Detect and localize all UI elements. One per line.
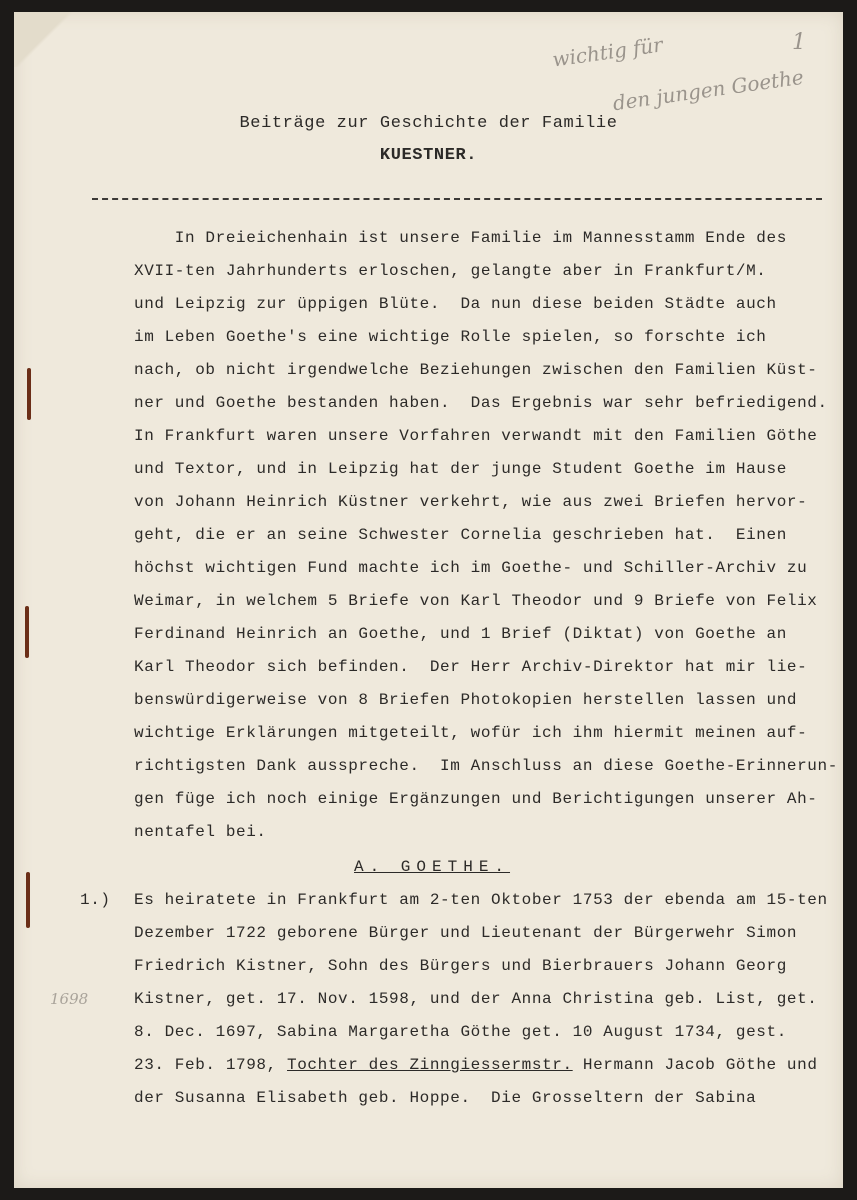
item-line-start: 23. Feb. 1798, [134, 1056, 288, 1074]
paragraph-line: wichtige Erklärungen mitgeteilt, wofür ich ihm hiermit meinen auf- [134, 724, 808, 742]
item-line: Kistner, get. 17. Nov. 1598, und der Anna Christina geb. List, get. [134, 990, 818, 1008]
item-line: Friedrich Kistner, Sohn des Bürgers und Bierbrauers Johann Georg [134, 957, 787, 975]
paragraph-line: gen füge ich noch einige Ergänzungen und Berichtigungen unserer Ah- [134, 790, 818, 808]
paragraph-line: im Leben Goethe's eine wichtige Rolle spielen, so forschte ich [134, 328, 767, 346]
item-line [134, 1056, 818, 1074]
rust-mark [27, 368, 31, 420]
document-subtitle: KUESTNER. [379, 146, 478, 165]
handwritten-note: den jungen Goethe [611, 64, 806, 116]
item-line: Es heiratete in Frankfurt am 2-ten Oktober 1753 der ebenda am 15-ten [134, 891, 828, 909]
item-line: 8. Dec. 1697, Sabina Margaretha Göthe get. 10 August 1734, gest. [134, 1023, 787, 1041]
paragraph-line: Weimar, in welchem 5 Briefe von Karl Theodor und 9 Briefe von Felix [134, 592, 818, 610]
paragraph-line: und Textor, und in Leipzig hat der junge Student Goethe im Hause [134, 460, 787, 478]
paragraph-line: geht, die er an seine Schwester Cornelia geschrieben hat. Einen [134, 526, 787, 544]
paragraph-line: nentafel bei. [134, 823, 267, 841]
item-line-end: Hermann Jacob Göthe und [572, 1056, 818, 1074]
paragraph-line: XVII-ten Jahrhunderts erloschen, gelangte aber in Frankfurt/M. [134, 262, 767, 280]
paragraph-line: Ferdinand Heinrich an Goethe, und 1 Brief (Diktat) von Goethe an [134, 625, 787, 643]
paragraph-line: und Leipzig zur üppigen Blüte. Da nun diese beiden Städte auch [134, 295, 777, 313]
item-line: der Susanna Elisabeth geb. Hoppe. Die Grosseltern der Sabina [134, 1089, 757, 1107]
paragraph-line: ner und Goethe bestanden haben. Das Ergebnis war sehr befriedigend. [134, 394, 828, 412]
handwritten-note: wichtig für [550, 32, 665, 72]
paragraph-line: von Johann Heinrich Küstner verkehrt, wie aus zwei Briefen hervor- [134, 493, 808, 511]
paragraph-line: benswürdigerweise von 8 Briefen Photokopien herstellen lassen und [134, 691, 798, 709]
handwritten-margin-year: 1698 [50, 990, 89, 1008]
folded-corner [14, 12, 74, 67]
paragraph-line: richtigsten Dank ausspreche. Im Anschluss an diese Goethe-Erinnerun- [134, 757, 838, 775]
paragraph-line: In Frankfurt waren unsere Vorfahren verwandt mit den Familien Göthe [134, 427, 818, 445]
dashed-divider [92, 198, 822, 200]
rust-mark [25, 606, 29, 658]
document-title: Beiträge zur Geschichte der Familie [239, 114, 618, 133]
underlined-phrase: Tochter des Zinngiessermstr. [287, 1056, 573, 1074]
item-line: Dezember 1722 geborene Bürger und Lieutenant der Bürgerwehr Simon [134, 924, 798, 942]
paragraph-line: höchst wichtigen Fund machte ich im Goethe- und Schiller-Archiv zu [134, 559, 808, 577]
item-number: 1.) [80, 891, 111, 909]
paragraph-line: Karl Theodor sich befinden. Der Herr Archiv-Direktor hat mir lie- [134, 658, 808, 676]
section-heading: A. GOETHE. [354, 858, 511, 876]
rust-mark [26, 872, 30, 928]
handwritten-page-number: 1 [792, 30, 806, 55]
paragraph-line: nach, ob nicht irgendwelche Beziehungen zwischen den Familien Küst- [134, 361, 818, 379]
paragraph-line: In Dreieichenhain ist unsere Familie im Mannesstamm Ende des [134, 229, 787, 247]
